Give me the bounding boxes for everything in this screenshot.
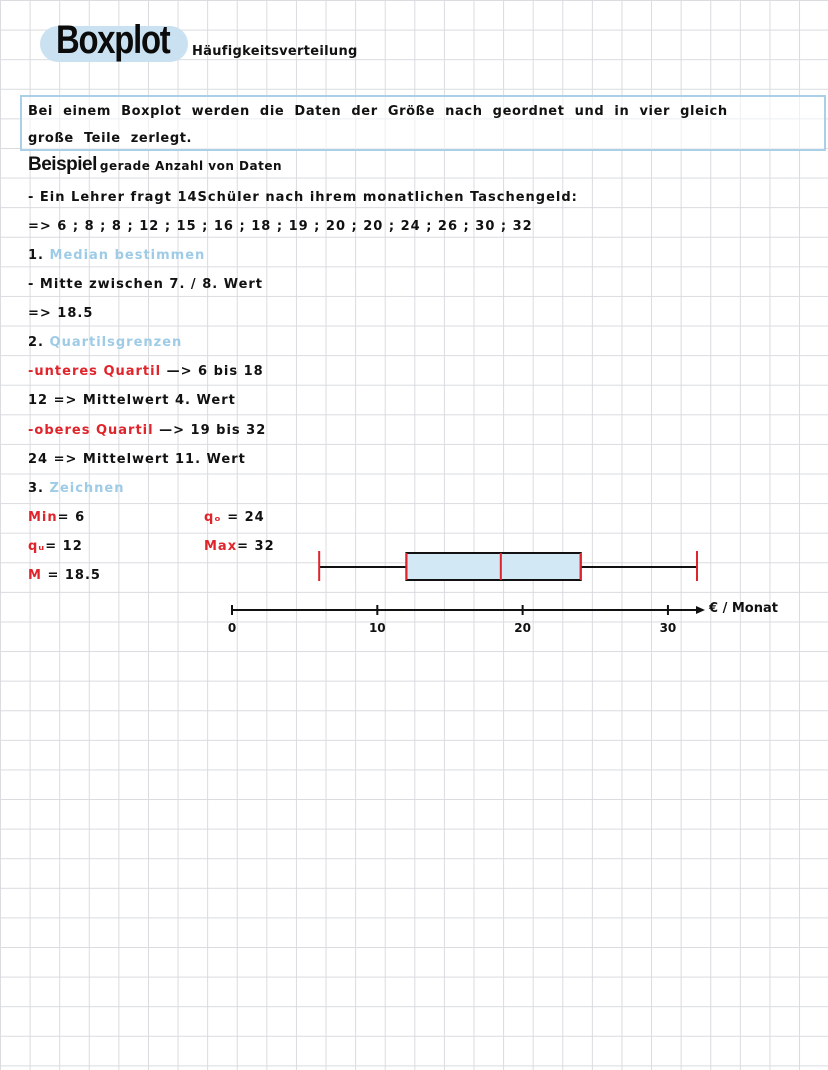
x-tick-label-0: 0 [227, 621, 237, 635]
definition-line-1: Bei einem Boxplot werden die Daten der Größe nach geordnet und in vier gleich [28, 104, 728, 119]
x-tick-label-20: 20 [514, 621, 531, 635]
upper-quartile-term: oberes Quartil [34, 423, 154, 438]
page-subtitle: Häufigkeitsverteilung [192, 44, 358, 59]
step-2-title: Quartilsgrenzen [49, 335, 183, 350]
summary-max-label: Max [204, 539, 238, 554]
axis-layer [228, 601, 778, 635]
upper-quartile-result: 24 => Mittelwert 11. Wert [28, 452, 246, 467]
x-axis-unit-label: € / Monat [709, 601, 778, 616]
lower-quartile-range: —> 6 bis 18 [166, 364, 264, 379]
x-tick-label-30: 30 [659, 621, 677, 635]
example-heading-word: Beispiel [28, 154, 97, 175]
upper-quartile-range: —> 19 bis 32 [159, 423, 267, 438]
example-heading-sub: gerade Anzahl von Daten [99, 159, 283, 173]
step-3-title: Zeichnen [49, 481, 125, 496]
summary-median-label: M [28, 568, 42, 583]
summary-max-value: = 32 [237, 539, 275, 554]
step-1-title: Median bestimmen [49, 248, 206, 263]
x-axis-arrow [696, 606, 705, 614]
lower-quartile-term: unteres Quartil [34, 364, 162, 379]
box-iqr [406, 553, 580, 580]
step-1-line-2: => 18.5 [28, 306, 94, 321]
summary-qo-label: qₒ [204, 510, 222, 525]
summary-min-value: = 6 [57, 510, 86, 525]
summary-median-value: = 18.5 [47, 568, 101, 583]
summary-qu-label: qᵤ [28, 539, 46, 554]
summary-qu-value: = 12 [45, 539, 83, 554]
example-data-line: => 6 ; 8 ; 8 ; 12 ; 15 ; 16 ; 18 ; 19 ; 20 ; 20 ; 24 ; 26 ; 30 ; 32 [28, 219, 533, 234]
page-title: Boxplot [56, 18, 170, 62]
summary-qo-value: = 24 [227, 510, 265, 525]
step-1-number: 1. [28, 248, 44, 263]
step-1-line-1: - Mitte zwischen 7. / 8. Wert [28, 277, 264, 292]
x-tick-label-10: 10 [368, 621, 386, 635]
upper-quartile-dash: - [28, 423, 35, 438]
definition-line-2: große Teile zerlegt. [28, 131, 193, 146]
step-2-number: 2. [28, 335, 44, 350]
example-intro: - Ein Lehrer fragt 14Schüler nach ihrem monatlichen Taschengeld: [28, 190, 578, 205]
boxplot-layer [319, 551, 697, 581]
lower-quartile-dash: - [28, 364, 35, 379]
step-3-number: 3. [28, 481, 44, 496]
summary-min-label: Min [28, 510, 58, 525]
lower-quartile-result: 12 => Mittelwert 4. Wert [28, 393, 236, 408]
